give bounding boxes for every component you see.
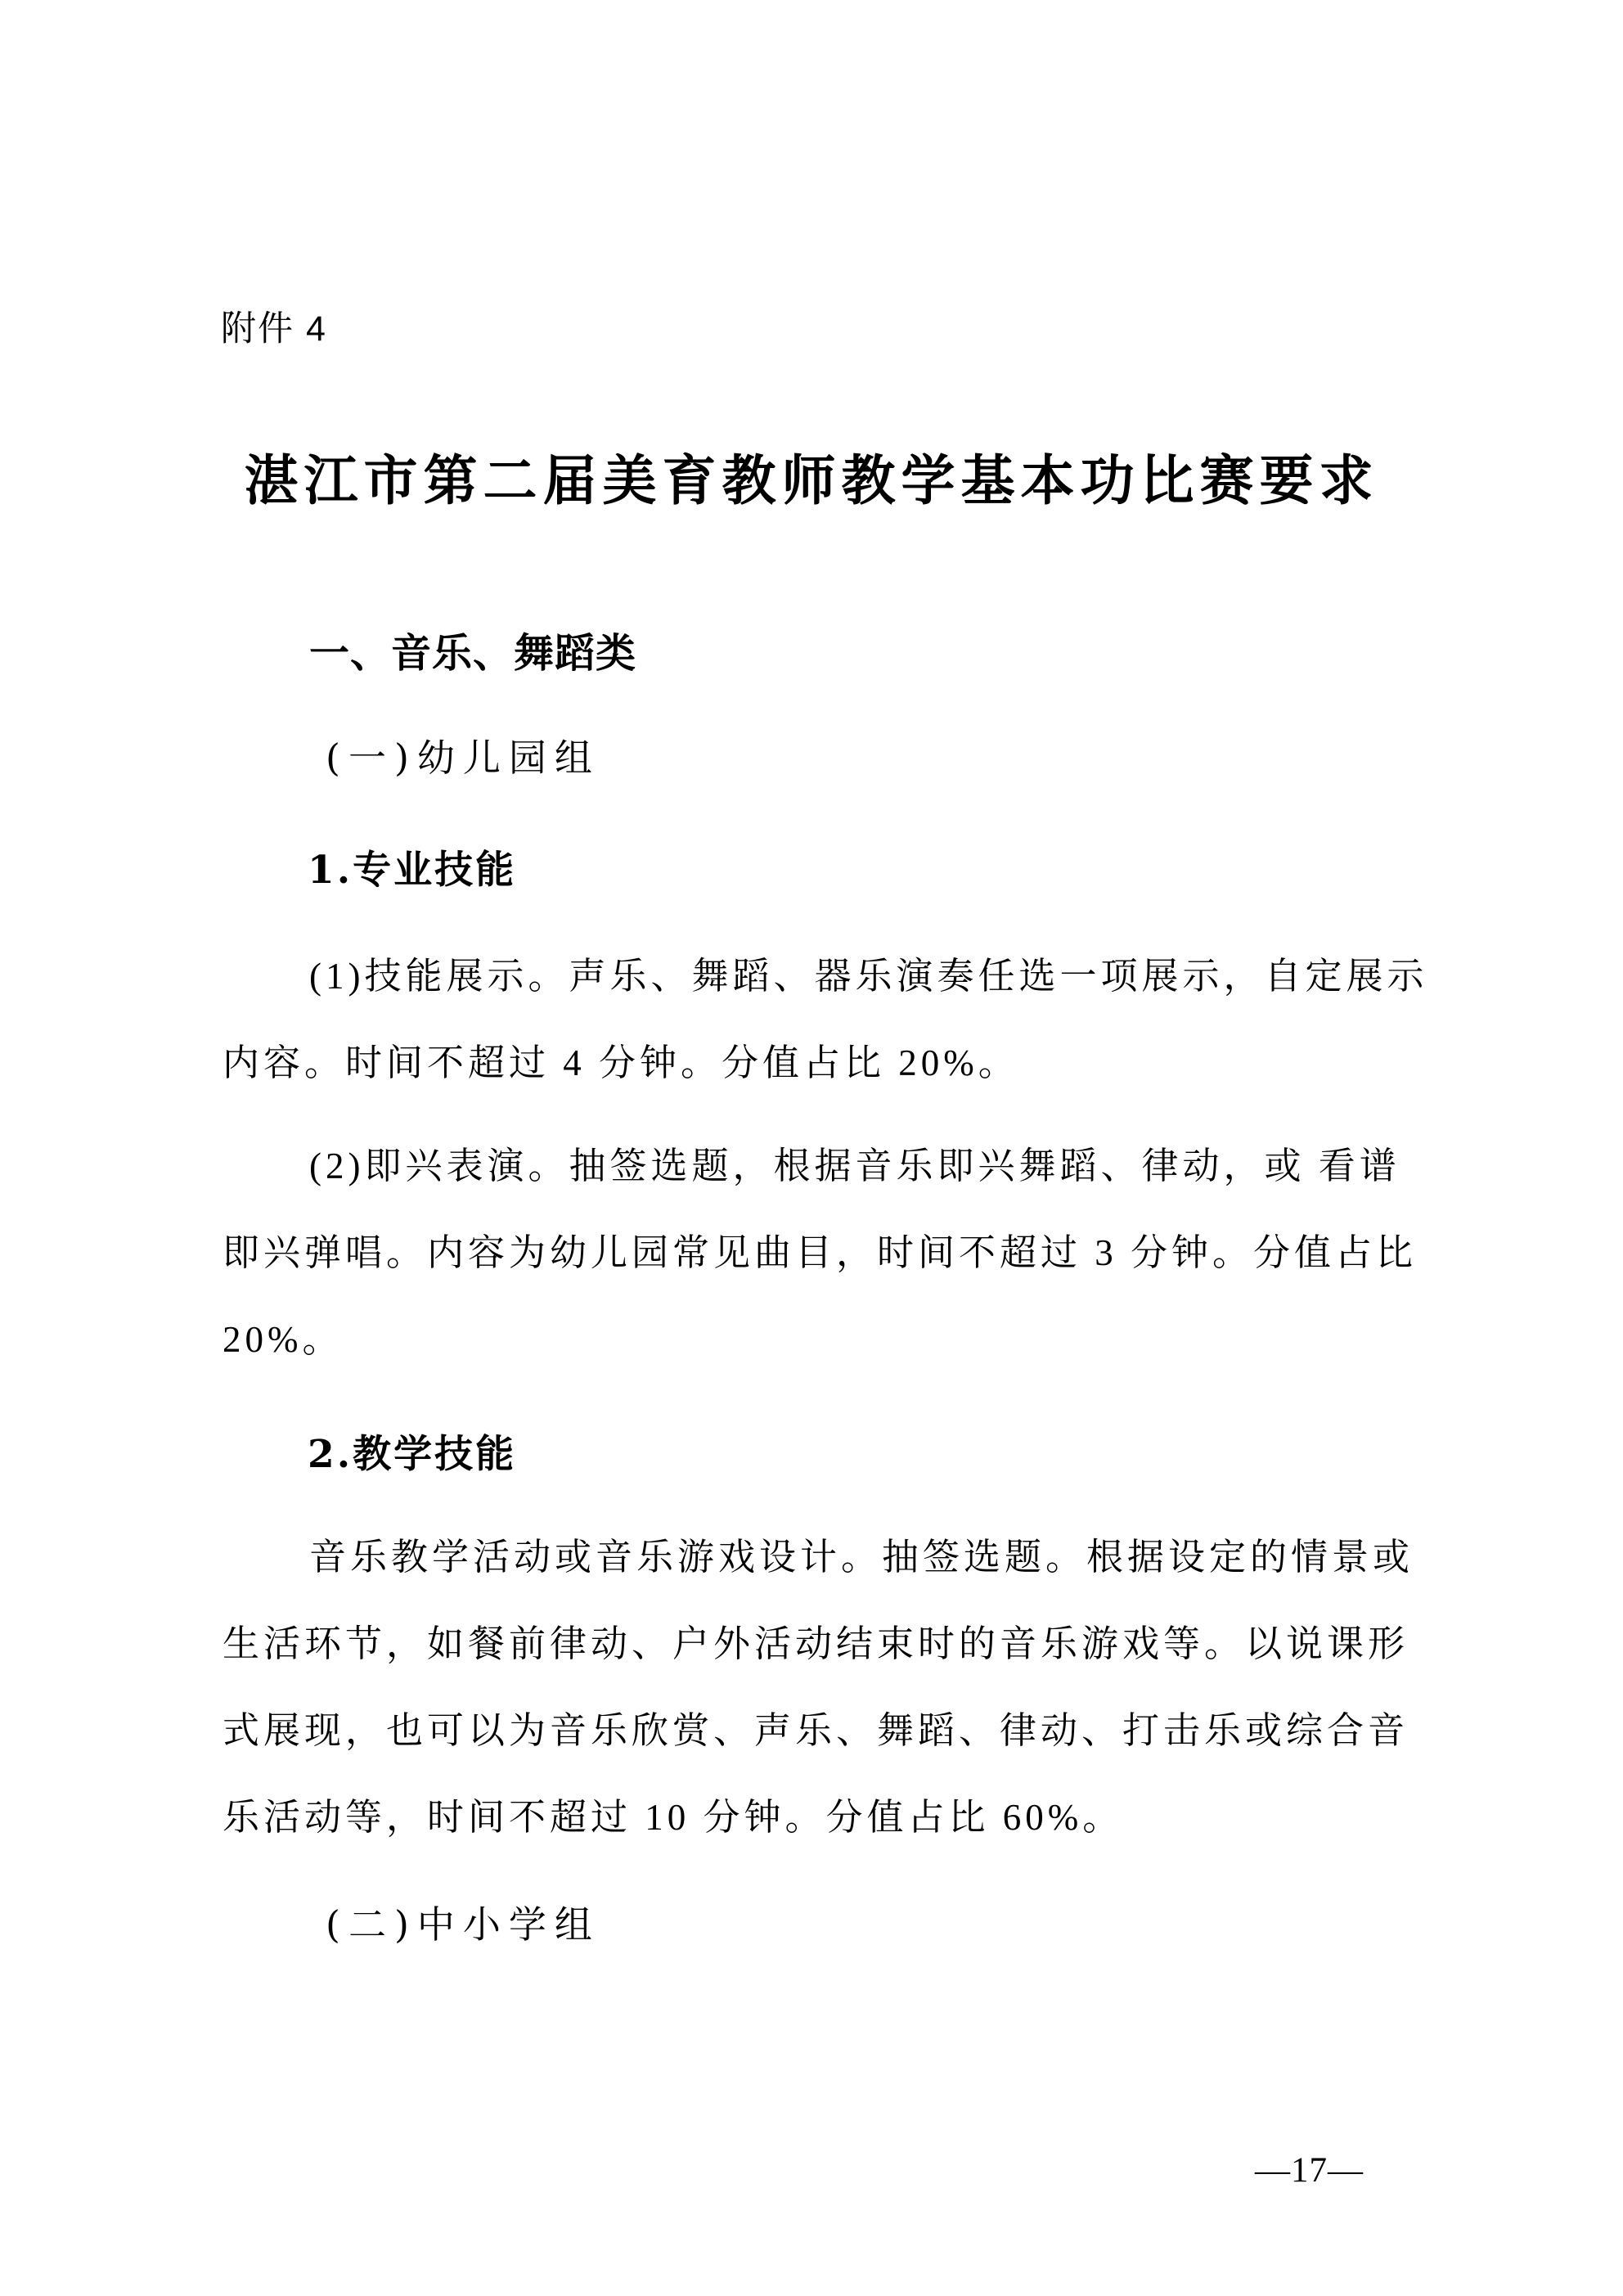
group-heading-kindergarten: (一)幼儿园组 <box>326 736 600 780</box>
paragraph-line: 20%。 <box>223 1319 344 1360</box>
document-title: 湛江市第二届美育教师教学基本功比赛要求 <box>244 448 1379 512</box>
paragraph-teaching-design <box>223 1514 1425 1861</box>
page-number: —17— <box>1255 2151 1364 2190</box>
paragraph-line: 乐活动等，时间不超过 10 分钟。分值占比 60%。 <box>223 1797 1124 1838</box>
paragraph-line: 内容。时间不超过 4 分钟。分值占比 20%。 <box>223 1042 1019 1083</box>
heading-professional-skills: 1.专业技能 <box>308 848 517 893</box>
paragraph-improvisation <box>223 1123 1425 1383</box>
attachment-label: 附件 4 <box>221 309 327 349</box>
paragraph-skill-demo <box>223 933 1428 1106</box>
section-heading-music-dance: 一、音乐、舞蹈类 <box>309 632 637 676</box>
paragraph-line: 即兴弹唱。内容为幼儿园常见曲目，时间不超过 3 分钟。分值占比 <box>223 1232 1418 1273</box>
paragraph-line: (2)即兴表演。抽签选题，根据音乐即兴舞蹈、律动，或 看谱 <box>309 1146 1400 1186</box>
paragraph-line: 音乐教学活动或音乐游戏设计。抽签选题。根据设定的情景或 <box>309 1537 1414 1578</box>
heading-teaching-skills: 2.教学技能 <box>308 1432 517 1477</box>
paragraph-line: 式展现，也可以为音乐欣赏、声乐、舞蹈、律动、打击乐或综合音 <box>223 1710 1409 1751</box>
group-heading-primary-secondary: (二)中小学组 <box>326 1902 600 1947</box>
paragraph-line: (1)技能展示。声乐、舞蹈、器乐演奏任选一项展示，自定展示 <box>309 956 1428 997</box>
paragraph-line: 生活环节，如餐前律动、户外活动结束时的音乐游戏等。以说课形 <box>223 1623 1409 1664</box>
